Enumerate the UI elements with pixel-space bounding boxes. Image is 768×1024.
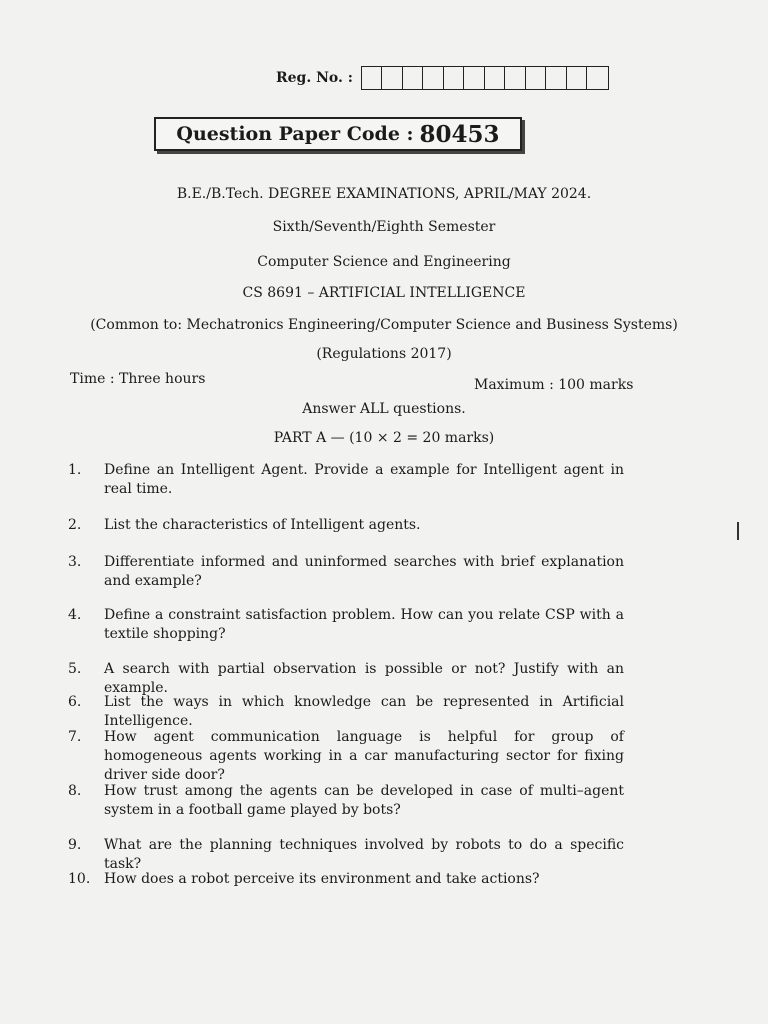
- reg-no-field: [276, 66, 609, 90]
- reg-no-label: Reg. No. :: [276, 70, 353, 86]
- question-text: List the characteristics of Intelligent agents.: [104, 517, 421, 533]
- regulations: (Regulations 2017): [316, 346, 452, 362]
- question-item: [68, 782, 628, 822]
- code-value: 80453: [419, 120, 500, 148]
- question-item: [68, 870, 628, 890]
- department: Computer Science and Engineering: [257, 254, 511, 270]
- common-to: (Common to: Mechatronics Engineering/Computer Science and Business Systems): [90, 317, 678, 333]
- question-number: 2.: [68, 517, 82, 533]
- time-allowed: Time : Three hours: [70, 371, 206, 387]
- question-number: 6.: [68, 694, 82, 710]
- reg-no-box: [567, 67, 588, 89]
- question-item: [68, 461, 628, 501]
- question-item: [68, 660, 628, 696]
- question-text: A search with partial observation is possible or not? Justify with an example.: [104, 661, 624, 696]
- question-number: 3.: [68, 554, 82, 570]
- question-number: 4.: [68, 607, 82, 623]
- question-number: 1.: [68, 462, 82, 478]
- instruction: Answer ALL questions.: [302, 401, 466, 417]
- maximum-marks: Maximum : 100 marks: [474, 377, 634, 393]
- question-text: How trust among the agents can be developed in case of multi–agent system in a football game played by bots?: [104, 783, 624, 818]
- reg-no-box: [546, 67, 567, 89]
- question-text: Define an Intelligent Agent. Provide a example for Intelligent agent in real time.: [104, 462, 624, 497]
- question-item: [68, 836, 628, 872]
- reg-no-box: [526, 67, 547, 89]
- question-text: List the ways in which knowledge can be represented in Artificial Intelligence.: [104, 694, 624, 729]
- reg-no-box: [444, 67, 465, 89]
- question-text: How does a robot perceive its environment and take actions?: [104, 871, 540, 887]
- question-paper-code-box: [154, 117, 522, 151]
- reg-no-box: [362, 67, 383, 89]
- question-number: 9.: [68, 837, 82, 853]
- question-text: How agent communication language is helpful for group of homogeneous agents working in a car manufacturing sector for fixing driver side door?: [104, 729, 624, 783]
- question-item: [68, 516, 628, 536]
- question-item: [68, 693, 628, 729]
- question-item: [68, 553, 628, 593]
- part-heading: PART A — (10 × 2 = 20 marks): [273, 430, 495, 446]
- scan-mark: [737, 522, 739, 540]
- exam-title: B.E./B.Tech. DEGREE EXAMINATIONS, APRIL/MAY 2024.: [176, 186, 592, 202]
- reg-no-box: [423, 67, 444, 89]
- question-item: [68, 728, 628, 783]
- question-text: What are the planning techniques involved by robots to do a specific task?: [104, 837, 624, 872]
- reg-no-box: [382, 67, 403, 89]
- code-label: Question Paper Code :: [176, 123, 414, 145]
- question-number: 5.: [68, 661, 82, 677]
- question-item: [68, 606, 628, 646]
- question-text: Define a constraint satisfaction problem. How can you relate CSP with a textile shopping?: [104, 607, 624, 642]
- reg-no-box: [464, 67, 485, 89]
- question-number: 8.: [68, 783, 82, 799]
- reg-no-box: [403, 67, 424, 89]
- semester: Sixth/Seventh/Eighth Semester: [272, 219, 496, 235]
- course-title: CS 8691 – ARTIFICIAL INTELLIGENCE: [242, 285, 526, 301]
- reg-no-boxes: [361, 66, 609, 90]
- reg-no-box: [485, 67, 506, 89]
- question-number: 7.: [68, 729, 82, 745]
- reg-no-box: [505, 67, 526, 89]
- reg-no-box: [587, 67, 608, 89]
- question-text: Differentiate informed and uninformed searches with brief explanation and example?: [104, 554, 624, 589]
- question-number: 10.: [68, 871, 91, 887]
